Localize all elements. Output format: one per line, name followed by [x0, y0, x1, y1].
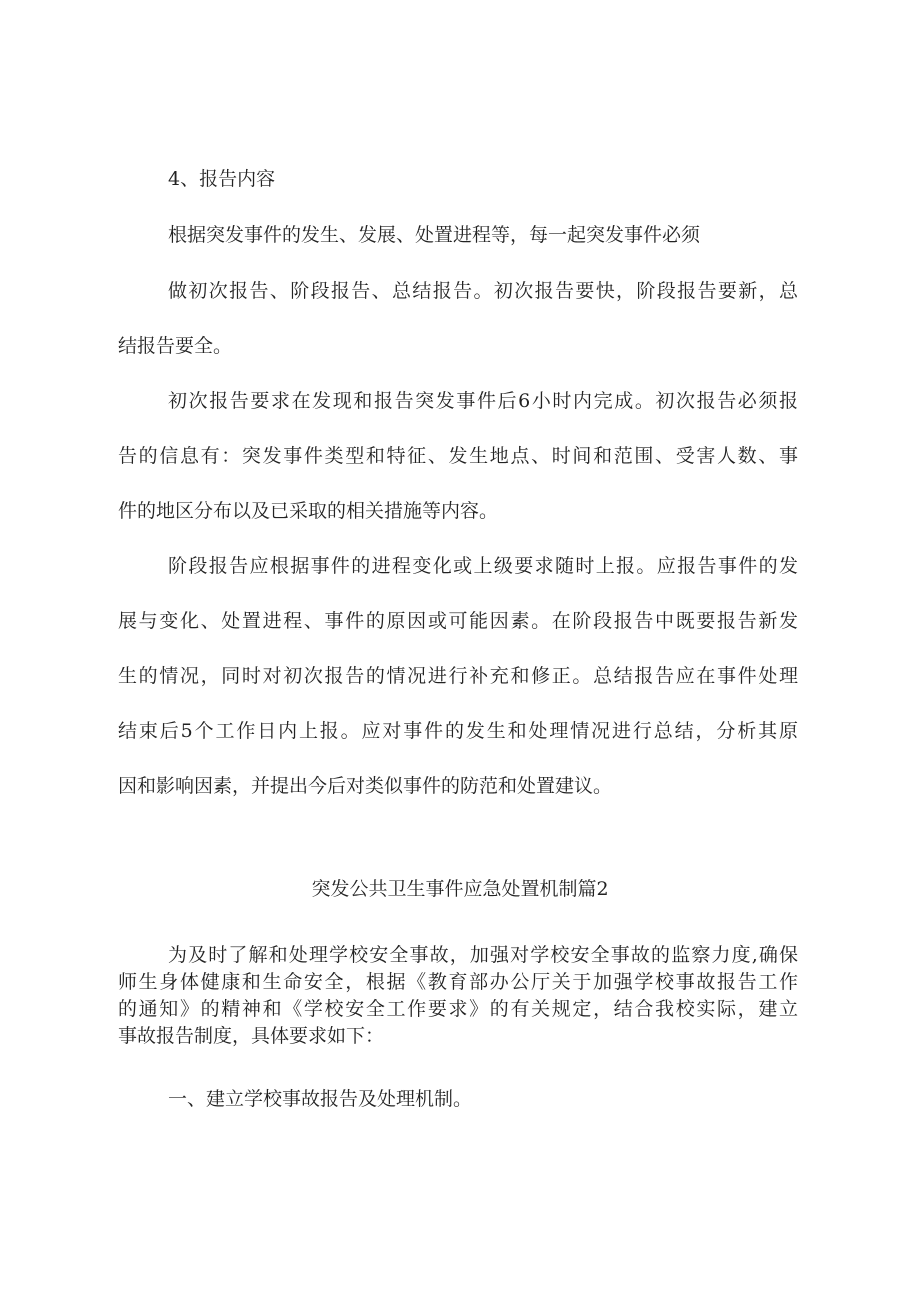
paragraph-line: 件的地区分布以及已采取的相关措施等内容。	[118, 500, 499, 522]
paragraph-line: 根据突发事件的发生、发展、处置进程等，每一起突发事件必须	[168, 224, 701, 246]
paragraph-line: 初次报告要求在发现和报告突发事件后6小时内完成。初次报告必须报	[168, 390, 798, 412]
paragraph-line: 结报告要全。	[118, 335, 233, 357]
paragraph-line: 师生身体健康和生命安全，根据《教育部办公厅关于加强学校事故报告工作	[118, 971, 798, 993]
section-title: 突发公共卫生事件应急处置机制篇2	[311, 878, 609, 900]
paragraph-line: 事故报告制度，具体要求如下：	[118, 1025, 385, 1047]
list-item: 一、建立学校事故报告及处理机制。	[168, 1088, 473, 1110]
paragraph-line: 生的情况，同时对初次报告的情况进行补充和修正。总结报告应在事件处理	[118, 665, 798, 687]
paragraph-line: 告的信息有：突发事件类型和特征、发生地点、时间和范围、受害人数、事	[118, 445, 798, 467]
section-heading-report-content: 4、报告内容	[168, 168, 276, 190]
paragraph-line: 的通知》的精神和《学校安全工作要求》的有关规定，结合我校实际，建立	[118, 998, 798, 1020]
paragraph-line: 阶段报告应根据事件的进程变化或上级要求随时上报。应报告事件的发	[168, 555, 798, 577]
paragraph-line: 展与变化、处置进程、事件的原因或可能因素。在阶段报告中既要报告新发	[118, 610, 798, 632]
paragraph-line: 做初次报告、阶段报告、总结报告。初次报告要快，阶段报告要新，总	[168, 280, 798, 302]
paragraph-line: 因和影响因素，并提出今后对类似事件的防范和处置建议。	[118, 775, 613, 797]
paragraph-line: 结束后5个工作日内上报。应对事件的发生和处理情况进行总结，分析其原	[118, 720, 798, 742]
paragraph-line: 为及时了解和处理学校安全事故，加强对学校安全事故的监察力度,确保	[168, 944, 798, 966]
